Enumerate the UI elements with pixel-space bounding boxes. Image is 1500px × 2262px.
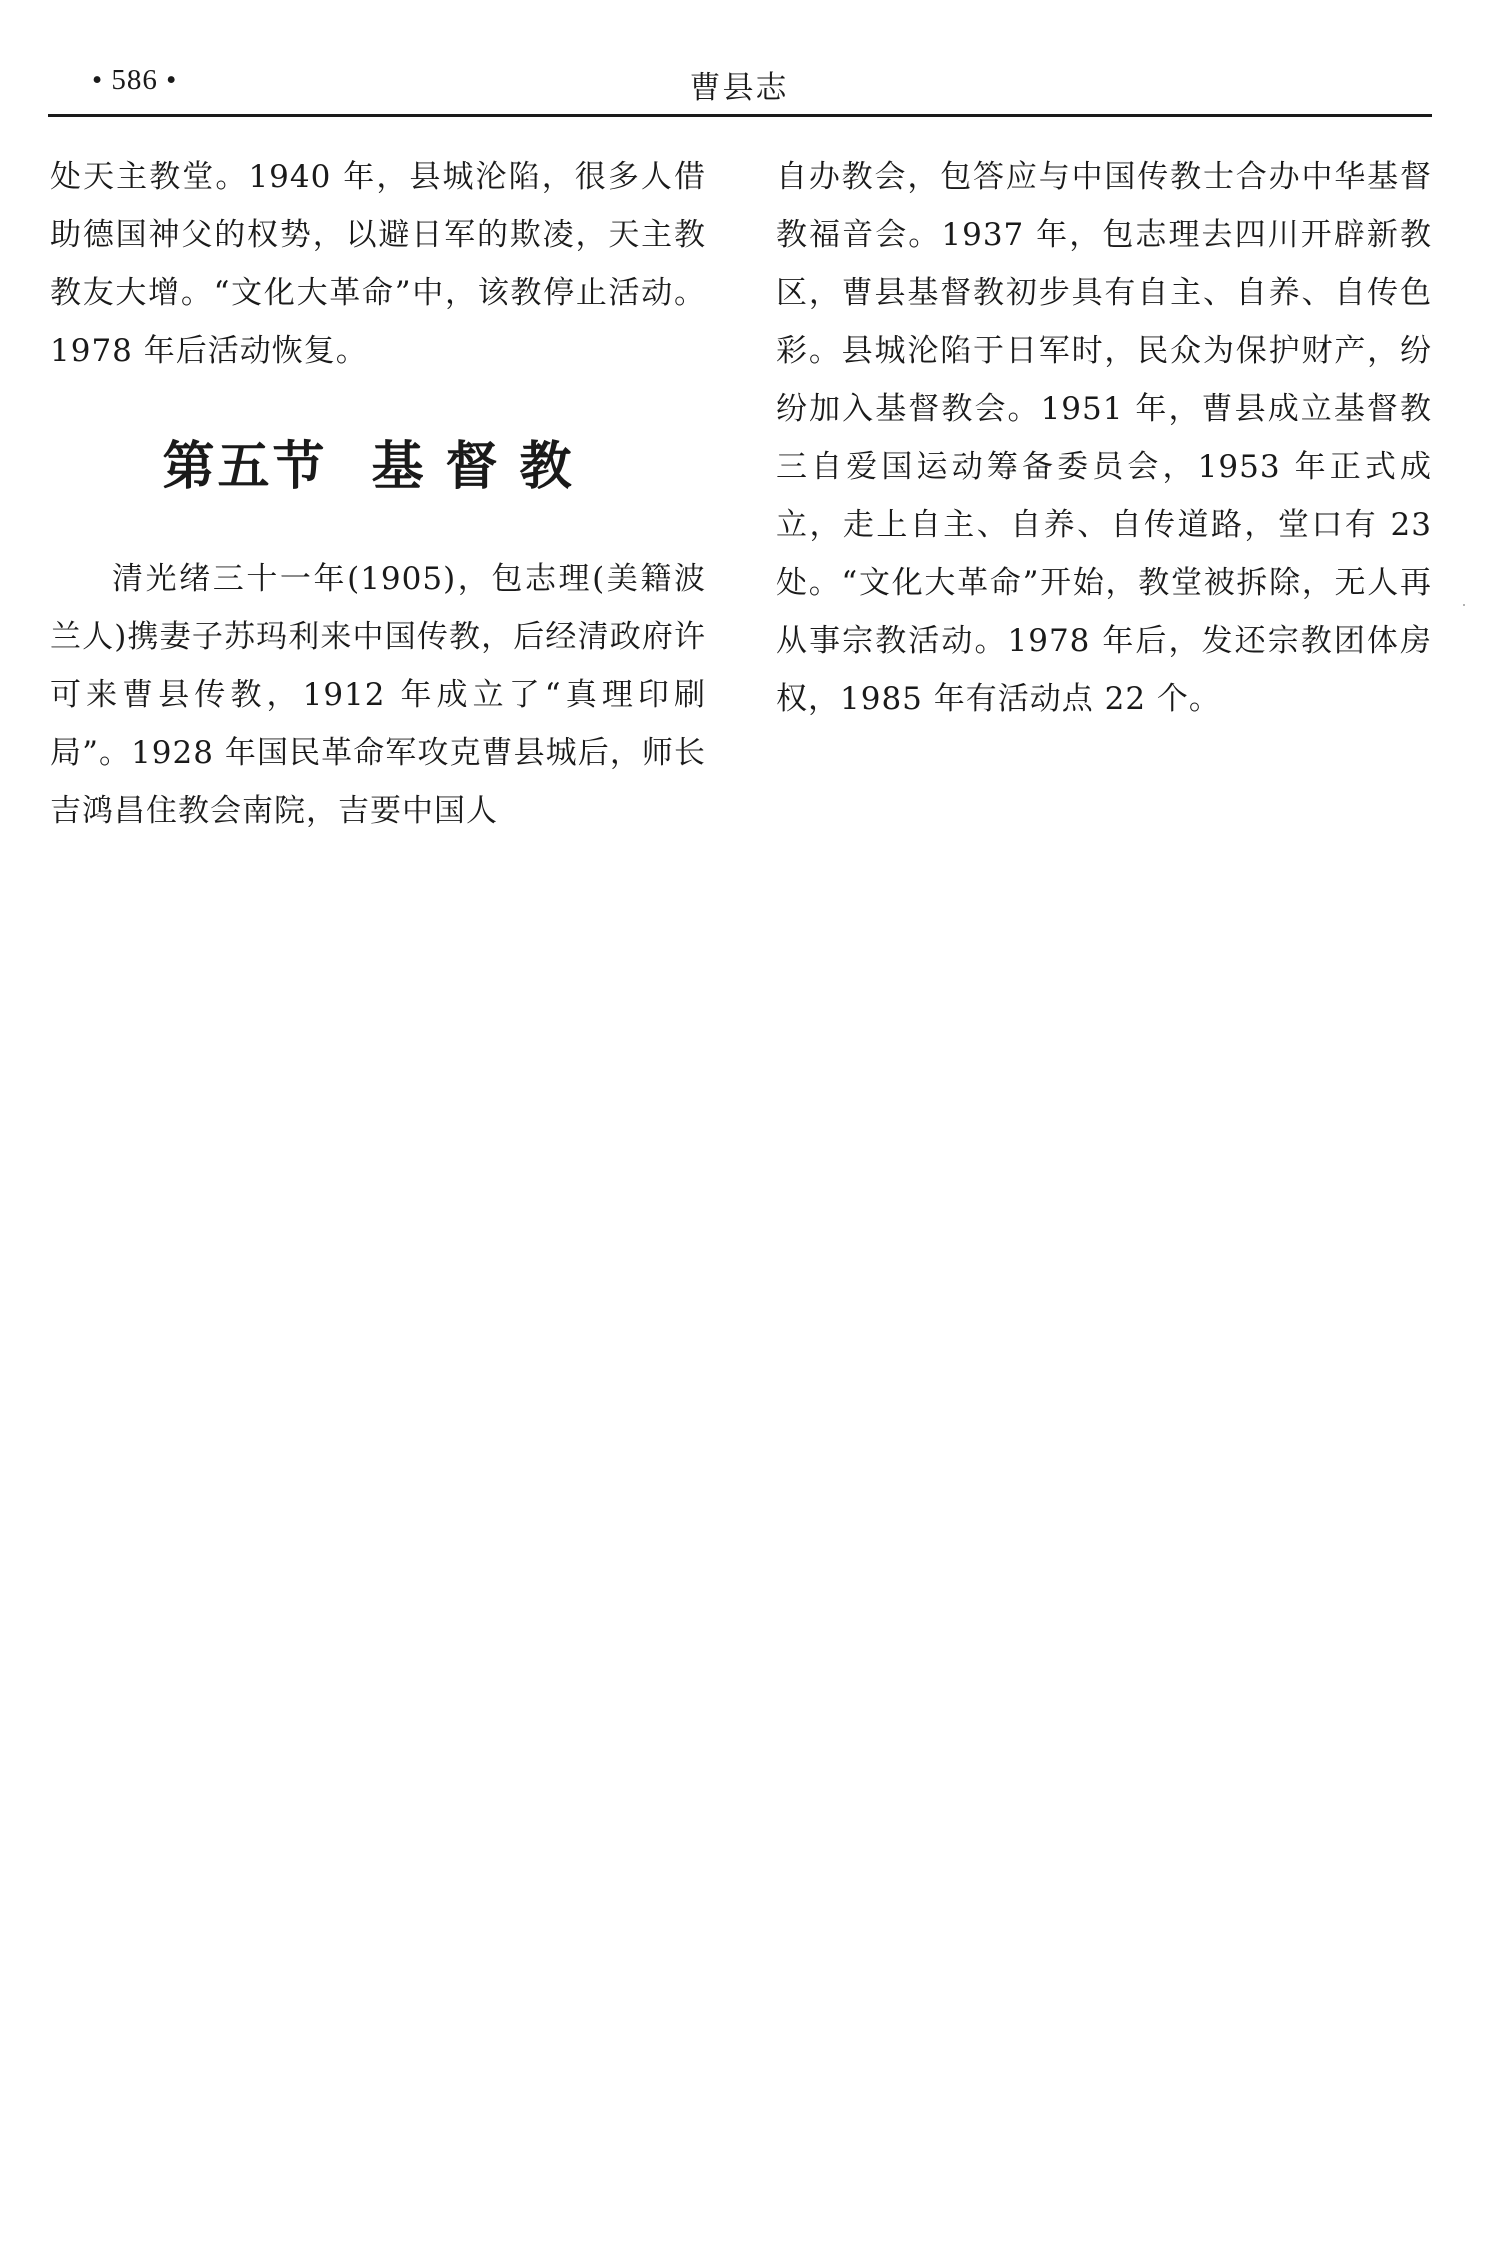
right-paragraph: 自办教会，包答应与中国传教士合办中华基督教福音会。1937 年，包志理去四川开辟新教区，曹县基督教初步具有自主、自养、自传色彩。县城沦陷于日军时，民众为保护财产，纷纷加入基督教会。1951 年，曹县成立基督教三自爱国运动筹备委员会，1953 年正式成立，走上自主、自养、自传道路，堂口有 23 处。“文化大革命”开始，教堂被拆除，无人再从事宗教活动。1978 年后，发还宗教团体房权，1985 年有活动点 22 个。 — [776, 159, 1432, 717]
right-column — [776, 148, 1432, 728]
section-number: 第五节 — [162, 437, 328, 497]
left-paragraph-continued: 处天主教堂。1940 年，县城沦陷，很多人借助德国神父的权势，以避日军的欺凌，天主教教友大增。“文化大革命”中，该教停止活动。1978 年后活动恢复。 — [50, 159, 706, 369]
header-rule — [48, 114, 1432, 117]
left-paragraph-section-body: 清光绪三十一年(1905)，包志理(美籍波兰人)携妻子苏玛利来中国传教，后经清政府许可来曹县传教，1912 年成立了“真理印刷局”。1928 年国民革命军攻克曹县城后，师长吉鸿昌住教会南院，吉要中国人 — [50, 561, 706, 829]
left-column — [50, 148, 706, 840]
section-title: 基督教 — [371, 437, 594, 497]
book-title: 曹县志 — [689, 70, 789, 106]
section-heading — [50, 424, 706, 510]
page-number: • 586 • — [92, 64, 178, 96]
scan-speck — [1463, 604, 1465, 606]
page-header — [48, 60, 1430, 110]
